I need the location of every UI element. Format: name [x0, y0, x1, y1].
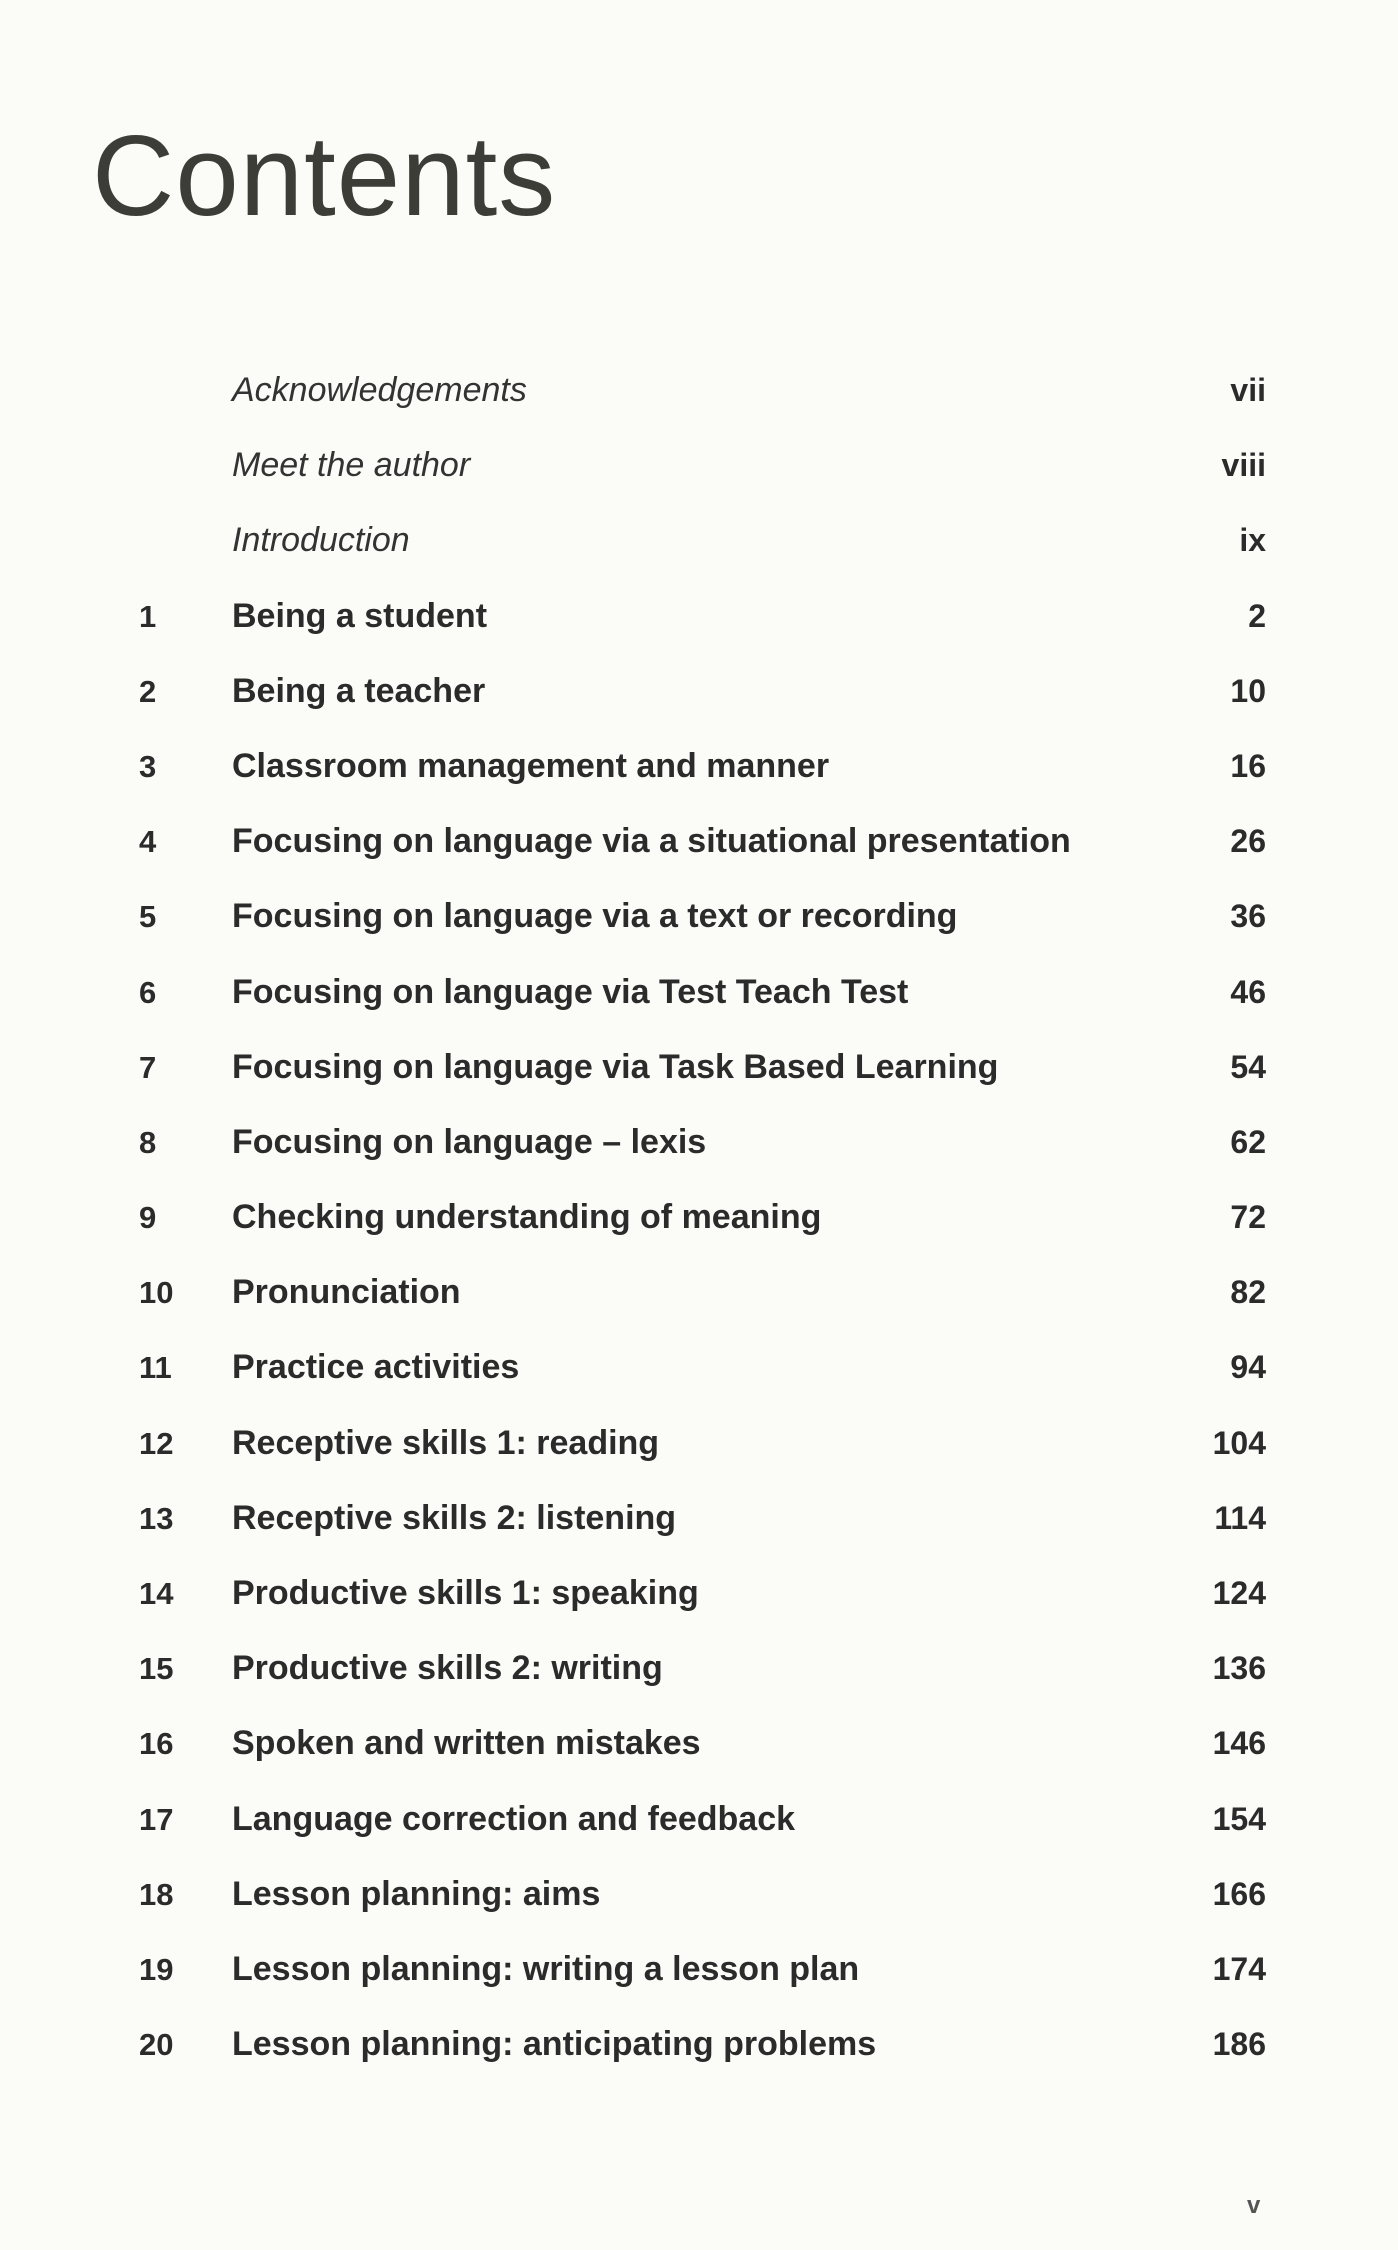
toc-entry-chapter[interactable]	[0, 1406, 1398, 1481]
toc-entry-chapter[interactable]	[0, 579, 1398, 654]
toc-entry-front-matter[interactable]	[0, 428, 1398, 503]
chapter-number: 12	[139, 1425, 174, 1461]
toc-entry-chapter[interactable]	[0, 1631, 1398, 1706]
chapter-number: 13	[139, 1500, 174, 1536]
toc-entry-front-matter[interactable]	[0, 353, 1398, 428]
chapter-number: 8	[139, 1124, 157, 1160]
entry-page: 166	[1212, 1875, 1266, 1912]
entry-page: vii	[1230, 372, 1266, 408]
entry-page: 62	[1230, 1123, 1266, 1160]
entry-page: 186	[1212, 2026, 1266, 2063]
entry-title: Focusing on language via a text or recording	[232, 897, 958, 936]
toc-entry-chapter[interactable]	[0, 1932, 1398, 2007]
chapter-number: 5	[139, 899, 157, 935]
entry-title: Classroom management and manner	[232, 746, 830, 785]
entry-title: Being a student	[232, 596, 488, 635]
entry-title: Receptive skills 2: listening	[232, 1498, 677, 1537]
entry-page: 72	[1230, 1199, 1266, 1236]
chapter-number: 15	[139, 1651, 174, 1687]
entry-page: 46	[1230, 973, 1266, 1010]
entry-page: 10	[1230, 672, 1266, 709]
entry-title: Focusing on language via Test Teach Test	[232, 972, 909, 1011]
toc-entry-front-matter[interactable]	[0, 503, 1398, 578]
entry-title: Focusing on language – lexis	[232, 1122, 707, 1161]
entry-title: Lesson planning: anticipating problems	[232, 2025, 877, 2064]
toc-entry-chapter[interactable]	[0, 1030, 1398, 1105]
entry-page: 94	[1230, 1349, 1266, 1386]
entry-title: Checking understanding of meaning	[232, 1198, 822, 1237]
toc-entry-chapter[interactable]	[0, 1782, 1398, 1857]
chapter-number: 6	[139, 974, 157, 1010]
chapter-number: 20	[139, 2027, 174, 2063]
toc-entry-chapter[interactable]	[0, 879, 1398, 954]
toc-entry-chapter[interactable]	[0, 955, 1398, 1030]
entry-page: viii	[1221, 447, 1266, 484]
chapter-number: 3	[139, 748, 157, 784]
entry-title: Focusing on language via a situational presentation	[232, 822, 1071, 861]
entry-title: Lesson planning: writing a lesson plan	[232, 1949, 860, 1988]
chapter-number: 1	[139, 598, 157, 634]
chapter-number: 18	[139, 1876, 174, 1912]
chapter-number: 7	[139, 1049, 157, 1085]
entry-title: Introduction	[232, 521, 410, 560]
chapter-number: 4	[139, 824, 157, 860]
entry-title: Focusing on language via Task Based Learning	[232, 1047, 999, 1086]
table-of-contents	[0, 353, 1398, 2082]
chapter-number: 2	[139, 673, 157, 709]
chapter-number: 10	[139, 1275, 174, 1311]
entry-title: Language correction and feedback	[232, 1799, 796, 1838]
entry-page: ix	[1239, 522, 1266, 559]
toc-entry-chapter[interactable]	[0, 654, 1398, 729]
chapter-number: 16	[139, 1726, 174, 1762]
toc-entry-chapter[interactable]	[0, 1180, 1398, 1255]
entry-title: Practice activities	[232, 1348, 520, 1387]
entry-title: Being a teacher	[232, 671, 486, 710]
entry-title: Lesson planning: aims	[232, 1874, 601, 1913]
toc-entry-chapter[interactable]	[0, 729, 1398, 804]
entry-page: 114	[1214, 1499, 1266, 1536]
entry-page: 2	[1248, 597, 1266, 634]
entry-page: 82	[1230, 1274, 1266, 1311]
toc-entry-chapter[interactable]	[0, 1481, 1398, 1556]
chapter-number: 9	[139, 1200, 157, 1236]
page-title: Contents	[92, 113, 557, 240]
toc-entry-chapter[interactable]	[0, 1330, 1398, 1405]
page-number: v	[1247, 2192, 1261, 2219]
toc-entry-chapter[interactable]	[0, 804, 1398, 879]
chapter-number: 11	[139, 1350, 172, 1386]
entry-page: 154	[1212, 1800, 1266, 1837]
entry-title: Meet the author	[232, 446, 471, 485]
entry-page: 124	[1212, 1575, 1266, 1611]
toc-entry-chapter[interactable]	[0, 1556, 1398, 1631]
entry-page: 16	[1230, 747, 1266, 784]
entry-page: 174	[1212, 1950, 1266, 1987]
entry-title: Pronunciation	[232, 1273, 461, 1312]
entry-title: Spoken and written mistakes	[232, 1724, 701, 1763]
entry-page: 104	[1212, 1424, 1266, 1461]
entry-page: 36	[1230, 898, 1266, 935]
toc-entry-chapter[interactable]	[0, 2007, 1398, 2082]
toc-entry-chapter[interactable]	[0, 1857, 1398, 1932]
entry-title: Acknowledgements	[232, 371, 527, 409]
toc-entry-chapter[interactable]	[0, 1706, 1398, 1781]
entry-title: Productive skills 2: writing	[232, 1649, 663, 1688]
entry-page: 136	[1212, 1650, 1266, 1687]
chapter-number: 17	[139, 1801, 174, 1837]
chapter-number: 19	[139, 1951, 174, 1987]
chapter-number: 14	[139, 1576, 174, 1611]
entry-title: Productive skills 1: speaking	[232, 1574, 699, 1612]
entry-title: Receptive skills 1: reading	[232, 1423, 660, 1462]
entry-page: 146	[1212, 1725, 1266, 1762]
toc-entry-chapter[interactable]	[0, 1255, 1398, 1330]
entry-page: 26	[1230, 823, 1266, 860]
entry-page: 54	[1230, 1048, 1266, 1085]
toc-entry-chapter[interactable]	[0, 1105, 1398, 1180]
